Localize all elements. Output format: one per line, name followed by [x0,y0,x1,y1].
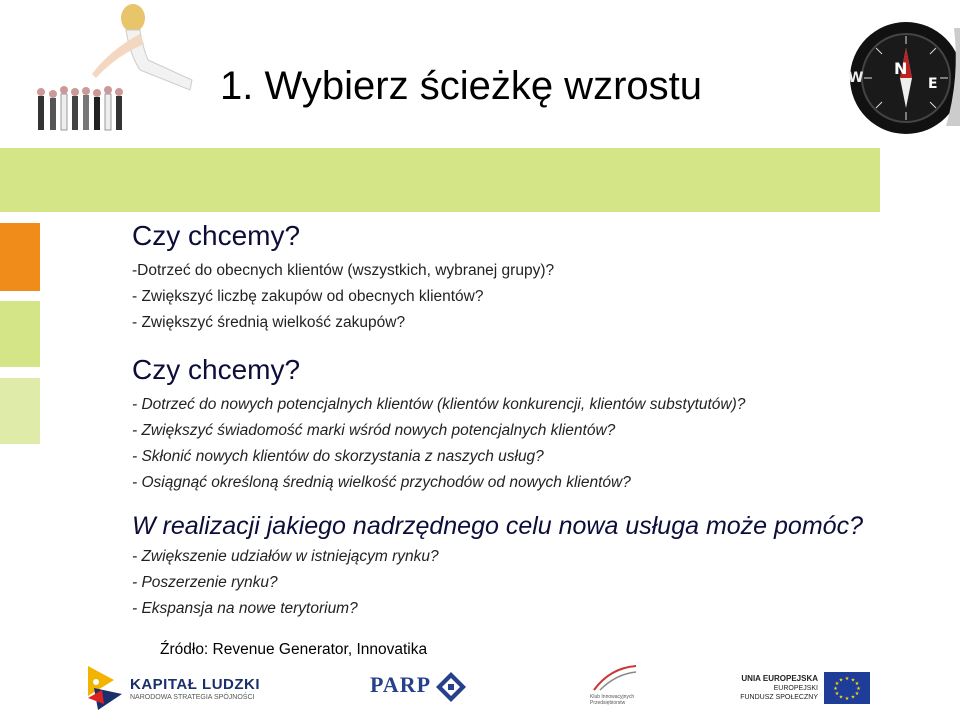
green-accent-block [0,301,40,367]
eu-line2: EUROPEJSKI [773,685,818,692]
kapital-ludzki-title: KAPITAŁ LUDZKI [130,676,261,693]
section2-item: - Dotrzeć do nowych potencjalnych klientów (klientów konkurencji, klientów substytutów)? [132,396,746,413]
svg-text:★: ★ [834,681,840,687]
light-green-accent-block [0,378,40,444]
eu-flag-icon [824,672,870,704]
parp-logo [370,668,470,708]
section3-item: - Ekspansja na nowe terytorium? [132,600,358,617]
section1-item: - Zwiększyć liczbę zakupów od obecnych klientów? [132,288,484,305]
parp-logo-text: PARP [370,672,432,697]
svg-text:W: W [848,70,864,86]
section2-item: - Zwiększyć świadomość marki wśród nowych potencjalnych klientów? [132,422,616,439]
svg-text:★: ★ [856,686,861,692]
people-illustration [30,0,200,140]
section3-item: - Poszerzenie rynku? [132,574,278,591]
section1-item: - Zwiększyć średnią wielkość zakupów? [132,314,406,331]
section2-item: - Skłonić nowych klientów do skorzystania z naszych usług? [132,448,544,465]
section3-item: - Zwiększenie udziałów w istniejącym rynku? [132,548,439,565]
svg-text:★: ★ [850,677,856,684]
kapital-ludzki-emblem-icon [84,660,128,714]
green-accent-band [0,148,880,212]
svg-text:N: N [894,59,908,78]
kapital-ludzki-logo [84,660,264,714]
svg-text:★: ★ [844,696,850,702]
parp-emblem-icon [436,672,466,702]
section1-heading: Czy chcemy? [132,220,301,251]
orange-accent-block [0,223,40,291]
section2-item: - Osiągnąć określoną średnią wielkość przychodów od nowych klientów? [132,474,631,491]
klub-emblem-icon [590,664,640,694]
klub-text: Klub Innowacyjnych Przedsiębiorstw [590,694,635,706]
svg-text:★: ★ [854,681,860,687]
svg-text:★: ★ [833,686,838,692]
svg-text:★: ★ [854,691,860,697]
eu-line1: UNIA EUROPEJSKA [741,674,818,683]
eu-line3: FUNDUSZ SPOŁECZNY [740,694,818,701]
kapital-ludzki-subtitle: NARODOWA STRATEGIA SPÓJNOŚCI [130,694,255,701]
svg-text:★: ★ [844,676,850,682]
section3-heading: W realizacji jakiego nadrzędnego celu nowa usługa może pomóc? [132,512,863,540]
svg-text:E: E [928,76,938,92]
section1-item: -Dotrzeć do obecnych klientów (wszystkich, wybranej grupy)? [132,262,555,279]
eu-logo [740,670,870,710]
section2-heading: Czy chcemy? [132,354,301,385]
svg-text:★: ★ [834,691,840,697]
compass-icon [836,18,960,134]
slide-title: 1. Wybierz ścieżkę wzrostu [220,64,702,108]
svg-text:★: ★ [850,694,856,701]
klub-innowacyjnych-logo [590,664,640,712]
svg-text:★: ★ [838,694,844,701]
svg-text:★: ★ [838,677,844,684]
source-note: Źródło: Revenue Generator, Innovatika [160,641,428,658]
